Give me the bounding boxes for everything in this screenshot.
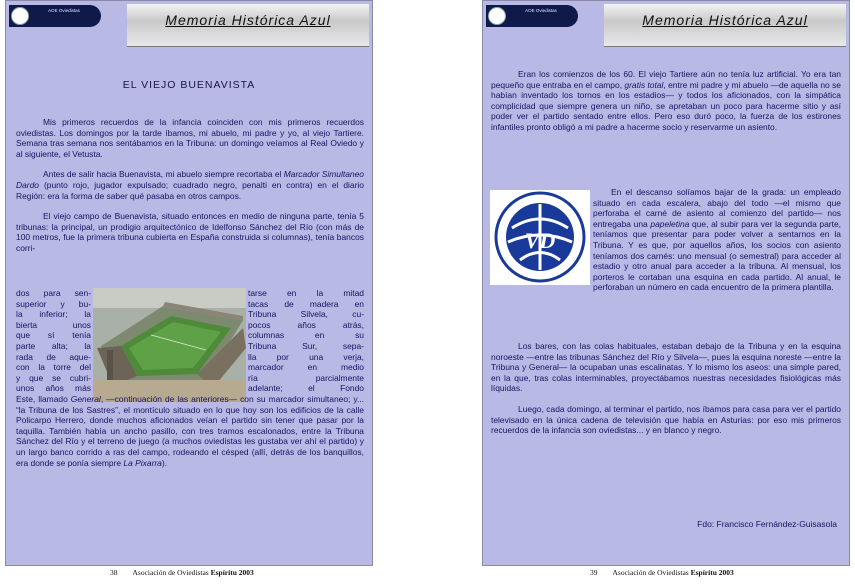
header-title: Memoria Histórica Azul (165, 12, 331, 28)
header-title: Memoria Histórica Azul (642, 12, 808, 28)
paragraph: Eran los comienzos de los 60. El viejo Tartiere aún no tenía luz artificial. Yo era tan pequeño que entraba en el campo, gratis total, entre mi padre y mi abuelo —de aquella no se habían inventado los tornos en los estadios— y todos los aficionados, con la simpática complicidad que siempre genera un niño, se apretaban un poco para hacerme sitio y así poder ver el partido sentado entre ellos. Pero eso duró poco, la fuerza de los estirones infantiles pronto obligó a mi padre a hacerme socio y reservarme un asiento. (491, 69, 841, 132)
association-logo (486, 5, 578, 27)
logo-text: AOE Oviedistas (525, 8, 557, 13)
page-number: 38 (110, 568, 118, 577)
paragraph: El viejo campo de Buenavista, situado entonces en medio de ninguna parte, tenía 5 tribunas: la principal, un prodigio arquitectónico de Idelfonso Sánchez del Río (con más de 100 metros, fue la primera tribuna cubierta en España construida si columnas), tenía bancos corri- (16, 211, 364, 253)
footer-left: 38 Asociación de Oviedistas Espíritu 2003 (110, 568, 254, 577)
paragraph: Luego, cada domingo, al terminar el partido, nos íbamos para casa para ver el partido televisado en la única cadena de televisión que había en Asturias: por eso mis primeros recuerdos de la infancia son oviedistas... y en blanco y negro. (491, 403, 841, 436)
wrap-column-left: dos para sen- superior y bu- la inferior; la bierta unos que sí tenía parte alta; la rada de aque- con la torre del y que se cubri- unos años más (16, 288, 91, 394)
svg-text:VD: VD (524, 228, 556, 253)
page-header (127, 4, 369, 47)
page-header (604, 4, 846, 47)
association-logo (9, 5, 101, 27)
page-number: 39 (590, 568, 598, 577)
article-title: EL VIEJO BUENAVISTA (122, 79, 256, 91)
wrap-column-right: tarse en la mitad tacas de madera en Tribuna Silvela, cu- pocos años atrás, columnas en su Tribuna Sur, sepa- lla por una verja, marcador en medio ría parcialmente adelante; el Fondo (248, 288, 364, 394)
logo-text: AOE Oviedistas (48, 8, 80, 13)
article-body-top (16, 117, 364, 254)
logo-seal-icon (488, 7, 506, 25)
paragraph: Antes de salir hacia Buenavista, mi abuelo siempre recortaba el Marcador Simultaneo Dardo (punto rojo, jugador expulsado; cuadrado negro, penalti en contra) en el diario Región: era la forma de saber qué pasaba en otros campos. (16, 169, 364, 201)
right-page (482, 0, 850, 566)
left-page (5, 0, 373, 566)
logo-seal-icon (11, 7, 29, 25)
club-emblem (490, 190, 590, 285)
article-body-wrap (593, 187, 841, 293)
article-body-bottom (16, 394, 364, 468)
signature: Fdo: Francisco Fernández-Guisasola (697, 519, 837, 529)
stadium-photo (93, 288, 246, 402)
footer-right: 39 Asociación de Oviedistas Espíritu 2003 (590, 568, 734, 577)
article-body-top (491, 69, 841, 133)
paragraph: Este, llamado General, —continuación de las anteriores— con su marcador simultaneo; y... “la Tribuna de los Sastres”, el montículo situado en lo que hoy son los edificios de la calle Policarpo Herrero, donde muchos aficionados veían el partido sin tener que pasar por la taquilla. También había un ancho pasillo, con tres tramos escalonados, entre la Tribuna Sánchez del Río y el terreno de juego (a muchos oviedistas les gustaba ver ahí el partido) y un largo banco corrido a ras del campo, rodeando el césped (allí, detrás de los banquillos, era donde se ponía siempre La Pixarra). (16, 394, 365, 468)
paragraph: Mis primeros recuerdos de la infancia coinciden con mis primeros recuerdos oviedistas. Los domingos por la tarde íbamos, mi abuelo, mi padre y yo, al viejo Tartiere. Semana tras semana nos sentábamos en la Tribuna: un domingo veíamos al Real Oviedo y al siguiente, el Vetusta. (16, 117, 364, 159)
article-body-bottom (491, 341, 841, 436)
paragraph: En el descanso solíamos bajar de la grada: un empleado situado en cada escalera, abajo del todo —el mismo que perforaba el carné de asiento al comienzo del partido— nos entregaba una papeletina que, al subir para ver la segunda parte, teníamos que presentar para poder volver a sentarnos en la Tribuna. Y es que, por aquellos años, los socios con asiento teníamos dos carnés: uno mensual (o semestral) para acceder al estadio y otro anual para acceder a la tribuna. Al mensual, los porteros le cortaban una esquina en cada partido. Al anual, le perforaban un número en cada encuentro de la primera plantilla. (593, 187, 841, 293)
paragraph: Los bares, con las colas habituales, estaban debajo de la Tribuna y en la esquina noroeste —entre las tribunas Sánchez del Río y Silvela—, pues la esquina noreste —entre la Tribuna y General— la ocupaban unas escalinatas. Y lo mismo los aseos: una simple pared, en la que, tras colas interminables, proyectábamos nuestras necesidades fisiológicas más líquidas. (491, 341, 841, 394)
